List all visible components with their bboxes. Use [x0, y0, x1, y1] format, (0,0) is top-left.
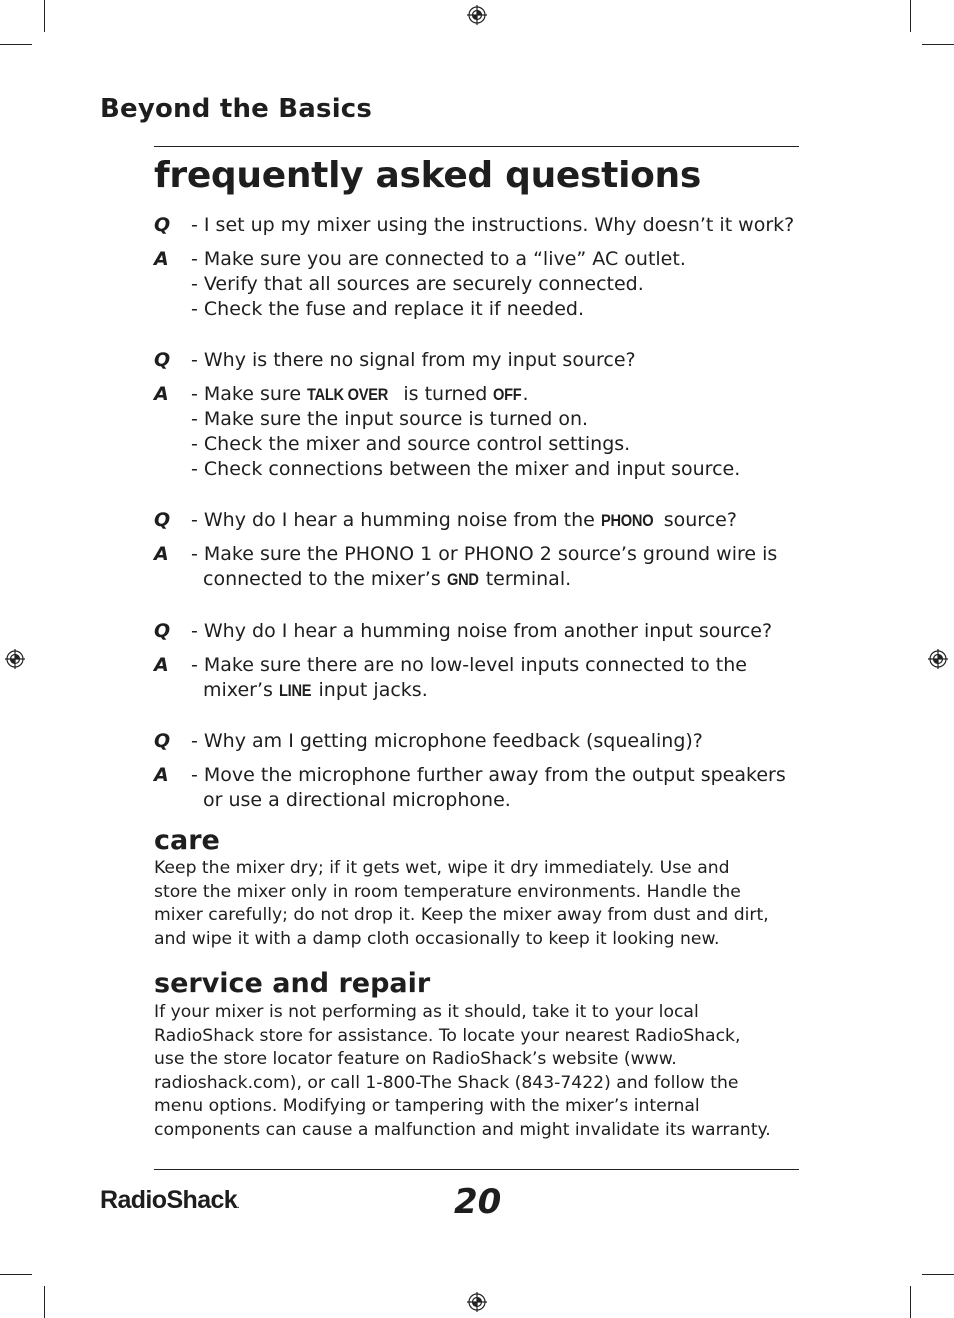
header-divider: [154, 146, 799, 147]
answer-line: [191, 382, 804, 407]
answer-segment: - Make sure: [191, 383, 308, 405]
answer-line: - Make sure the PHONO 1 or PHONO 2 source’s ground wire is: [191, 543, 778, 565]
registration-mark-icon: [4, 648, 26, 670]
registration-mark-icon: [466, 4, 488, 26]
care-line: store the mixer only in room temperature environments. Handle the: [154, 881, 741, 902]
question-text: - Why is there no signal from my input source?: [191, 349, 636, 371]
care-heading: care: [154, 825, 220, 856]
answer-label: A: [154, 248, 169, 270]
answer-text: [191, 542, 804, 592]
service-line: If your mixer is not performing as it should, take it to your local: [154, 1002, 699, 1022]
answer-text: [191, 382, 804, 482]
answer-line: [191, 678, 804, 703]
question-label: Q: [154, 349, 171, 371]
answer-segment: mixer’s: [203, 679, 279, 701]
faq-question-row: [154, 619, 804, 644]
answer-segment: connected to the mixer’s: [203, 568, 447, 590]
page-number: 20: [454, 1182, 502, 1222]
faq-item: [154, 213, 804, 322]
service-heading: service and repair: [154, 968, 431, 999]
faq-question-row: [154, 213, 804, 238]
page-title: frequently asked questions: [154, 155, 702, 196]
question-label: Q: [154, 730, 171, 752]
brand-mark: .: [237, 1201, 240, 1210]
control-label-gnd: GND: [446, 570, 479, 589]
answer-line: - Make sure you are connected to a “live” AC outlet.: [191, 248, 686, 270]
answer-line: - Make sure there are no low-level inputs connected to the: [191, 654, 747, 676]
service-line: use the store locator feature on RadioShack’s website (www.: [154, 1049, 677, 1069]
faq-answer-row: [154, 763, 804, 813]
control-label-line: LINE: [278, 681, 312, 700]
question-label: Q: [154, 620, 171, 642]
question-text: - Why do I hear a humming noise from another input source?: [191, 620, 773, 642]
answer-line: - Check connections between the mixer and input source.: [191, 458, 741, 480]
answer-label: A: [154, 543, 169, 565]
faq-answer-row: [154, 382, 804, 482]
registration-mark-icon: [927, 648, 949, 670]
question-text: - Why am I getting microphone feedback (squealing)?: [191, 730, 703, 752]
faq-answer-row: [154, 653, 804, 703]
answer-segment: is turned: [397, 383, 494, 405]
question-label: Q: [154, 509, 171, 531]
control-label-phono: PHONO: [600, 511, 654, 530]
answer-line: - Check the mixer and source control settings.: [191, 433, 631, 455]
faq-item: [154, 348, 804, 482]
service-paragraph: [154, 1001, 814, 1142]
answer-text: [191, 763, 804, 813]
question-segment: - Why do I hear a humming noise from the: [191, 509, 601, 531]
answer-line: - Verify that all sources are securely connected.: [191, 273, 644, 295]
faq-question-row: [154, 508, 804, 533]
answer-line: - Make sure the input source is turned on.: [191, 408, 589, 430]
faq-item: [154, 508, 804, 592]
control-label-off: OFF: [493, 385, 522, 404]
answer-segment: input jacks.: [312, 679, 428, 701]
radioshack-logo: [100, 1186, 239, 1215]
control-label-talk-over: TALK OVER: [307, 385, 389, 404]
answer-line: or use a directional microphone.: [203, 789, 511, 811]
footer-divider: [154, 1169, 799, 1170]
care-line: and wipe it with a damp cloth occasionally to keep it looking new.: [154, 928, 720, 949]
faq-answer-row: [154, 247, 804, 322]
faq-item: [154, 729, 804, 813]
answer-label: A: [154, 764, 169, 786]
service-line: menu options. Modifying or tampering with the mixer’s internal: [154, 1096, 700, 1116]
section-title: Beyond the Basics: [100, 94, 373, 124]
care-line: Keep the mixer dry; if it gets wet, wipe it dry immediately. Use and: [154, 858, 730, 878]
answer-label: A: [154, 383, 169, 405]
brand-name: RadioShack: [100, 1186, 238, 1214]
answer-label: A: [154, 654, 169, 676]
answer-segment: terminal.: [479, 568, 572, 590]
service-line: radioshack.com), or call 1-800-The Shack (843-7422) and follow the: [154, 1072, 739, 1093]
answer-line: - Move the microphone further away from the output speakers: [191, 764, 786, 786]
faq-question-row: [154, 348, 804, 373]
faq-item: [154, 619, 804, 703]
faq-answer-row: [154, 542, 804, 592]
faq-question-row: [154, 729, 804, 754]
question-label: Q: [154, 214, 171, 236]
question-text: - I set up my mixer using the instructions. Why doesn’t it work?: [191, 214, 795, 236]
registration-mark-icon: [466, 1291, 488, 1313]
answer-line: - Check the fuse and replace it if needed.: [191, 298, 585, 320]
service-line: components can cause a malfunction and might invalidate its warranty.: [154, 1119, 771, 1140]
care-paragraph: [154, 857, 814, 951]
question-segment: source?: [657, 509, 737, 531]
service-line: RadioShack store for assistance. To locate your nearest RadioShack,: [154, 1025, 741, 1046]
care-line: mixer carefully; do not drop it. Keep the mixer away from dust and dirt,: [154, 905, 769, 925]
answer-text: [191, 653, 804, 703]
question-text: [191, 508, 804, 533]
answer-line: [191, 567, 804, 592]
answer-segment: .: [522, 383, 529, 405]
answer-text: [191, 247, 804, 322]
